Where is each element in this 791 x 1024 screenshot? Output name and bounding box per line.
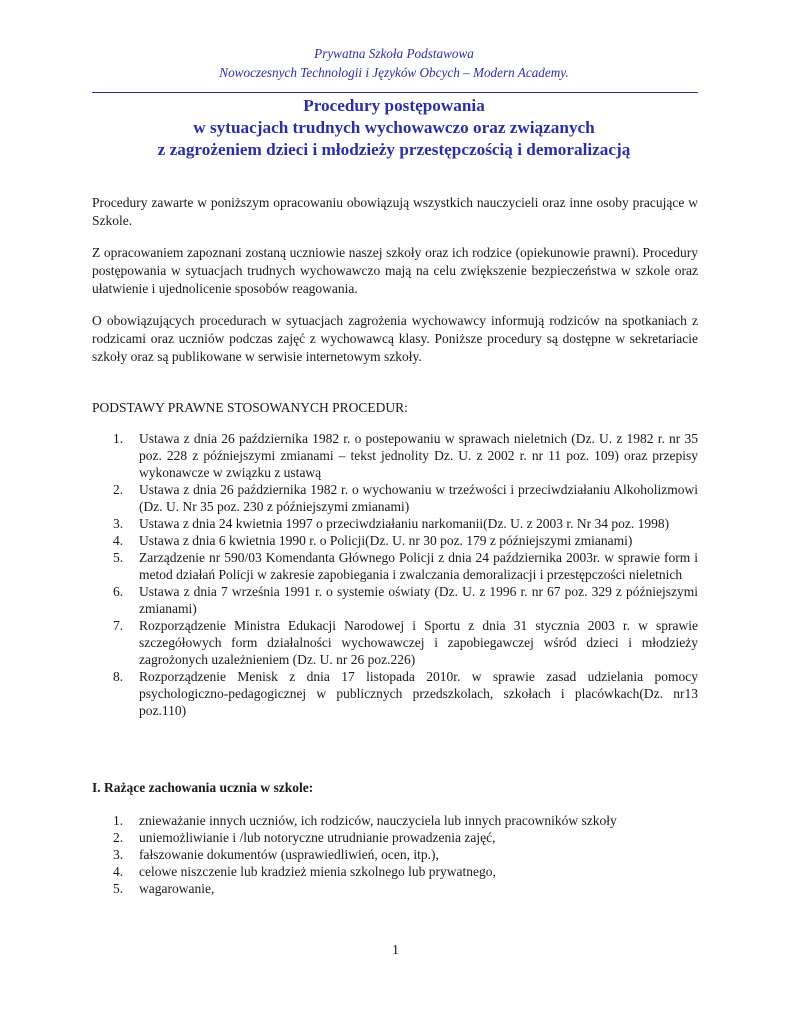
list-item-text: Rozporządzenie Ministra Edukacji Narodowej i Sportu z dnia 31 stycznia 2003 r. w sprawie szczegółowych form działalności wychowawczej i zapobiegawczej wśród dzieci i młodzieży zagrożonych uzależnieniem (Dz. U. nr 26 poz.226) [139,618,698,667]
intro-paragraph-1: Procedury zawarte w poniższym opracowaniu obowiązują wszystkich nauczycieli oraz inne osoby pracujące w Szkole. [92,195,698,228]
list-item-number: 4. [113,533,124,548]
section-1-heading: I. Rażące zachowania ucznia w szkole: [92,780,314,795]
list-item [92,515,698,532]
list-item-number: 1. [113,431,124,446]
list-item-number: 3. [113,516,124,531]
list-item-text: wagarowanie, [139,881,215,896]
list-item-number: 7. [113,618,124,633]
list-item-text: Zarządzenie nr 590/03 Komendanta Głównego Policji z dnia 24 października 2003r. w sprawie form i metod działań Policji w zakresie zapobiegania i zwalczania demoralizacji i przestępczości nieletnich [139,550,698,582]
school-header [90,44,698,82]
list-item-text: znieważanie innych uczniów, ich rodziców, nauczyciela lub innych pracowników szkoły [139,813,617,828]
section-1-list [92,812,698,897]
school-name-line1: Prywatna Szkoła Podstawowa [314,46,474,61]
list-item [92,846,698,863]
list-item-text: fałszowanie dokumentów (usprawiedliwień, ocen, itp.), [139,847,439,862]
legal-basis-list [92,430,698,719]
list-item [92,829,698,846]
intro-paragraph-3: O obowiązujących procedurach w sytuacjach zagrożenia wychowawcy informują rodziców na spotkaniach z rodzicami oraz uczniów podczas zajęć z wychowawcą klasy. Poniższe procedury są dostępne w sekretariacie szkoły oraz są publikowane w serwisie internetowym szkoły. [92,313,698,364]
list-item-number: 5. [113,550,124,565]
list-item [92,583,698,617]
list-item-number: 4. [113,864,124,879]
list-item [92,430,698,481]
header-divider [92,92,698,93]
list-item-number: 2. [113,830,124,845]
list-item [92,812,698,829]
list-item-number: 3. [113,847,124,862]
list-item-text: celowe niszczenie lub kradzież mienia szkolnego lub prywatnego, [139,864,496,879]
page-number: 1 [392,943,399,958]
list-item [92,880,698,897]
school-name-line2: Nowoczesnych Technologii i Języków Obcych – Modern Academy. [219,65,569,80]
list-item-text: Ustawa z dnia 26 października 1982 r. o wychowaniu w trzeźwości i przeciwdziałaniu Alkoholizmowi (Dz. U. Nr 35 poz. 230 z późniejszymi zmianami) [139,482,698,514]
list-item-text: Ustawa z dnia 6 kwietnia 1990 r. o Policji(Dz. U. nr 30 poz. 179 z późniejszymi zmianami) [139,533,633,548]
list-item [92,549,698,583]
list-item [92,532,698,549]
list-item-text: Rozporządzenie Menisk z dnia 17 listopada 2010r. w sprawie zasad udzielania pomocy psychologiczno-pedagogicznej w publicznych przedszkolach, szkołach i placówkach(Dz. nr13 poz.110) [139,669,698,718]
list-item-number: 5. [113,881,124,896]
legal-basis-heading: PODSTAWY PRAWNE STOSOWANYCH PROCEDUR: [92,400,408,415]
document-title [90,95,698,161]
list-item-text: Ustawa z dnia 7 września 1991 r. o systemie oświaty (Dz. U. z 1996 r. nr 67 poz. 329 z późniejszymi zmianami) [139,584,698,616]
list-item-number: 6. [113,584,124,599]
list-item-number: 2. [113,482,124,497]
list-item-number: 8. [113,669,124,684]
title-line1: Procedury postępowania [303,96,485,115]
list-item-number: 1. [113,813,124,828]
list-item-text: Ustawa z dnia 26 października 1982 r. o postepowaniu w sprawach nieletnich (Dz. U. z 1982 r. nr 35 poz. 228 z późniejszymi zmianami – tekst jednolity Dz. U. z 2002 r. nr 11 poz. 109) oraz przepisy wykonawcze w związku z ustawą [139,431,698,480]
list-item [92,617,698,668]
list-item [92,668,698,719]
list-item [92,481,698,515]
list-item [92,863,698,880]
list-item-text: uniemożliwianie i /lub notoryczne utrudnianie prowadzenia zajęć, [139,830,496,845]
title-line2: w sytuacjach trudnych wychowawczo oraz związanych [193,118,595,137]
title-line3: z zagrożeniem dzieci i młodzieży przestępczością i demoralizacją [157,140,631,159]
intro-paragraph-2: Z opracowaniem zapoznani zostaną uczniowie naszej szkoły oraz ich rodzice (opiekunowie prawni). Procedury postępowania w sytuacjach trudnych wychowawczo mają na celu zwiększenie bezpieczeństwa w szkole oraz ułatwienie i ujednolicenie sposobów reagowania. [92,245,698,296]
list-item-text: Ustawa z dnia 24 kwietnia 1997 o przeciwdziałaniu narkomanii(Dz. U. z 2003 r. Nr 34 poz. 1998) [139,516,670,531]
